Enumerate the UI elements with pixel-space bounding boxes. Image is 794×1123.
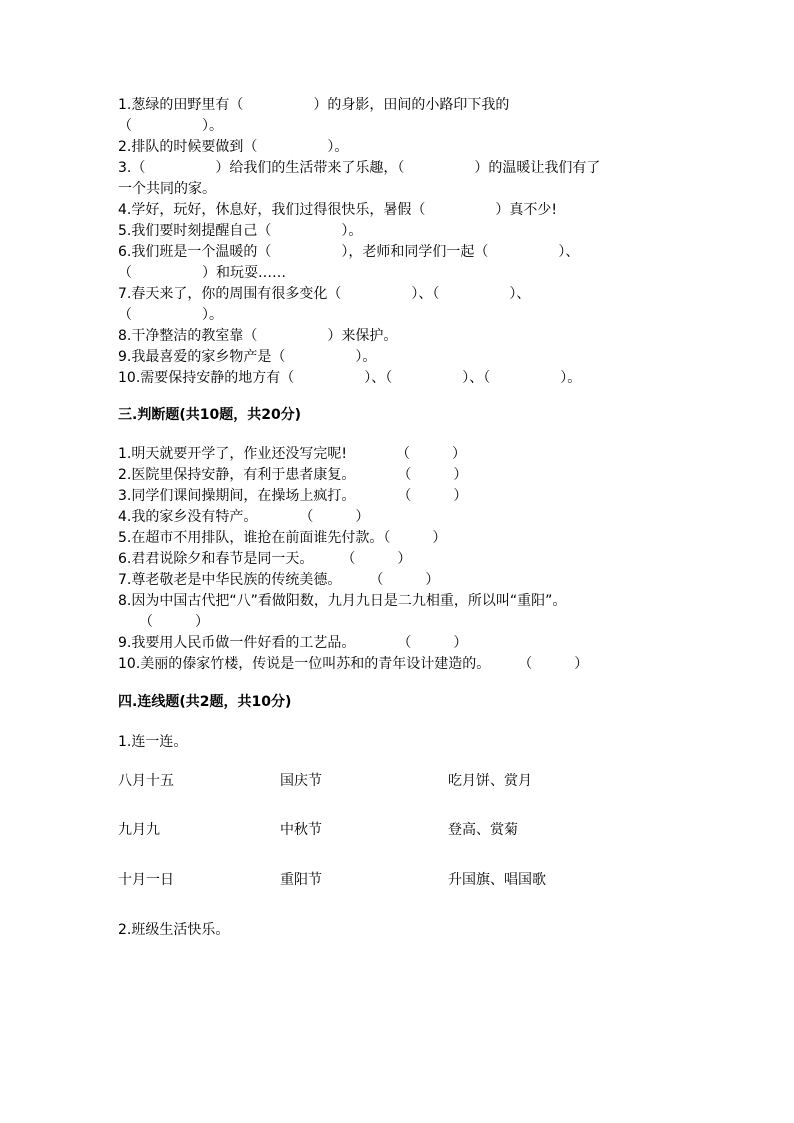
judgment-item: 8.因为中国古代把“八”看做阳数，九月九日是二九相重，所以叫“重阳”。 [118,593,567,609]
fill-blank-line: 3.（ ）给我们的生活带来了乐趣，（ ）的温暖让我们有了 [118,160,601,176]
match-festival: 重阳节 [280,872,322,888]
judgment-item: 7.尊老敬老是中华民族的传统美德。 （ ） [118,572,440,588]
fill-blank-line: （ ）和玩耍…… [118,265,286,281]
match-festival: 中秋节 [280,822,322,838]
fill-blank-line: 9.我最喜爱的家乡物产是（ ）。 [118,349,377,365]
judgment-item: 3.同学们课间操期间，在操场上疯打。 （ ） [118,488,468,504]
matching-question-2: 2.班级生活快乐。 [118,922,230,938]
fill-blank-line: 2.排队的时候要做到（ ）。 [118,139,349,155]
match-date: 八月十五 [118,773,174,789]
fill-blank-line: 6.我们班是一个温暖的（ ），老师和同学们一起（ ）、 [118,244,580,260]
match-date: 九月九 [118,822,160,838]
judgment-item: 10.美丽的傣家竹楼，传说是一位叫苏和的青年设计建造的。 （ ） [118,656,589,672]
section-4-heading: 四.连线题(共2题，共10分) [118,694,292,710]
match-custom: 吃月饼、赏月 [448,773,532,789]
matching-question-1: 1.连一连。 [118,734,188,750]
judgment-item: 1.明天就要开学了，作业还没写完呢! （ ） [118,446,466,462]
match-custom: 登高、赏菊 [448,822,518,838]
judgment-item: 6.君君说除夕和春节是同一天。 （ ） [118,551,412,567]
fill-blank-line: 4.学好，玩好，休息好，我们过得很快乐，暑假（ ）真不少! [118,202,557,218]
judgment-item: 2.医院里保持安静，有利于患者康复。 （ ） [118,467,468,483]
fill-blank-line: 8.干净整洁的教室靠（ ）来保护。 [118,328,398,344]
judgment-item: 4.我的家乡没有特产。 （ ） [118,509,370,525]
judgment-item: 5.在超市不用排队，谁抢在前面谁先付款。（ ） [118,530,447,546]
match-festival: 国庆节 [280,773,322,789]
match-date: 十月一日 [118,872,174,888]
judgment-item: 9.我要用人民币做一件好看的工艺品。 （ ） [118,635,468,651]
section-3-heading: 三.判断题(共10题，共20分) [118,407,302,423]
judgment-item: （ ） [118,614,209,630]
fill-blank-line: （ ）。 [118,307,223,323]
fill-blank-line: 7.春天来了，你的周围有很多变化（ ）、（ ）、 [118,286,531,302]
fill-blank-line: 5.我们要时刻提醒自己（ ）。 [118,223,363,239]
fill-blank-line: 10.需要保持安静的地方有（ ）、（ ）、（ ）。 [118,370,582,386]
match-custom: 升国旗、唱国歌 [448,872,546,888]
fill-blank-line: （ ）。 [118,118,223,134]
fill-blank-line: 一个共同的家。 [118,181,216,197]
fill-blank-line: 1.葱绿的田野里有（ ）的身影，田间的小路印下我的 [118,97,510,113]
